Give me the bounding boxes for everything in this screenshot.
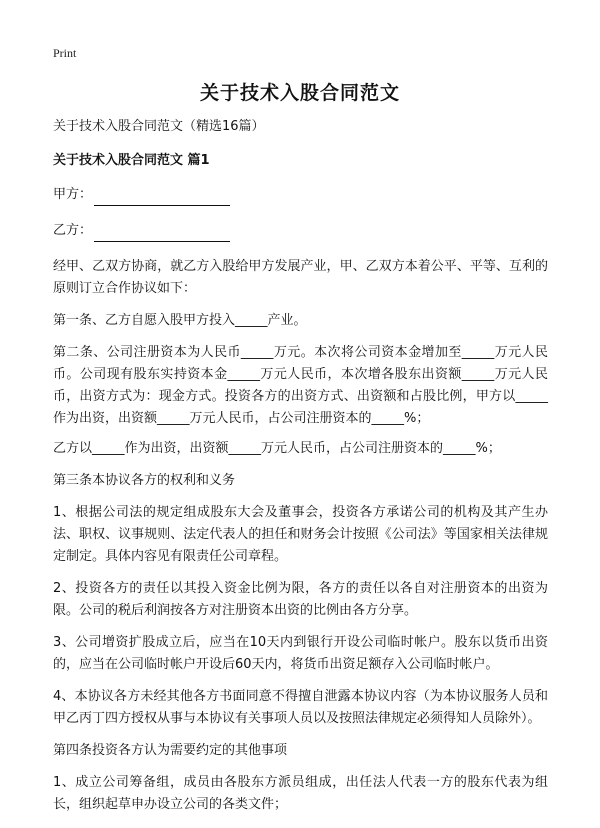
paragraph-article-3-heading: 第三条本协议各方的权利和义务 <box>53 473 236 488</box>
section-heading: 关于技术入股合同范文 篇1 <box>53 153 210 168</box>
paragraph-article-1: 第一条、乙方自愿入股甲方投入_____产业。 <box>53 313 307 328</box>
paragraph-intro: 经甲、乙双方协商，就乙方入股给甲方发展产业，甲、乙双方本着公平、平等、互利的原则订立合作协议如下： <box>53 259 548 296</box>
paragraph-article-3-item-1: 1、根据公司法的规定组成股东大会及董事会，投资各方承诺公司的机构及其产生办法、职权、议事规则、法定代表人的担任和财务会计按照《公司法》等国家相关法律规定制定。具体内容见有限责任公司章程。 <box>53 505 548 564</box>
document-title: 关于技术入股合同范文 <box>199 82 400 104</box>
party-a-label: 甲方： <box>53 187 93 202</box>
party-a-field <box>53 184 548 206</box>
document-subtitle: 关于技术入股合同范文（精选16篇） <box>53 119 265 134</box>
paragraph-article-4-item-1: 1、成立公司筹备组，成员由各股东方派员组成，出任法人代表一方的股东代表为组长，组织起草申办设立公司的各类文件； <box>53 775 548 812</box>
party-b-label: 乙方： <box>53 223 93 238</box>
print-link[interactable]: Print <box>53 46 77 60</box>
paragraph-article-4-heading: 第四条投资各方认为需要约定的其他事项 <box>53 743 288 758</box>
paragraph-article-3-item-4: 4、本协议各方未经其他各方书面同意不得擅自泄露本协议内容（为本协议服务人员和甲乙丙丁四方授权从事与本协议有关事项人员以及按照法律规定必须得知人员除外）。 <box>53 689 548 726</box>
paragraph-article-2: 第二条、公司注册资本为人民币_____万元。本次将公司资本金增加至_____万元人民币。公司现有股东实持资本金_____万元人民币，本次增各股东出资额_____万元人民币，出资方式为：现金方式。投资各方的出资方式、出资额和占股比例，甲方以_____作为出资，出资额_____万元人民币，占公司注册资本的_____%； <box>53 345 548 426</box>
document-body <box>53 116 548 826</box>
paragraph-article-2-party-b: 乙方以_____作为出资，出资额_____万元人民币，占公司注册资本的_____%； <box>53 441 501 456</box>
party-b-field <box>53 220 548 242</box>
party-a-blank-line <box>94 189 230 206</box>
paragraph-article-3-item-3: 3、公司增资扩股成立后，应当在10天内到银行开设公司临时帐户。股东以货币出资的，应当在公司临时帐户开设后60天内，将货币出资足额存入公司临时帐户。 <box>53 635 548 672</box>
paragraph-article-3-item-2: 2、投资各方的责任以其投入资金比例为限，各方的责任以各自对注册资本的出资为限。公司的税后利润按各方对注册资本出资的比例由各方分享。 <box>53 581 548 618</box>
party-b-blank-line <box>94 225 230 242</box>
